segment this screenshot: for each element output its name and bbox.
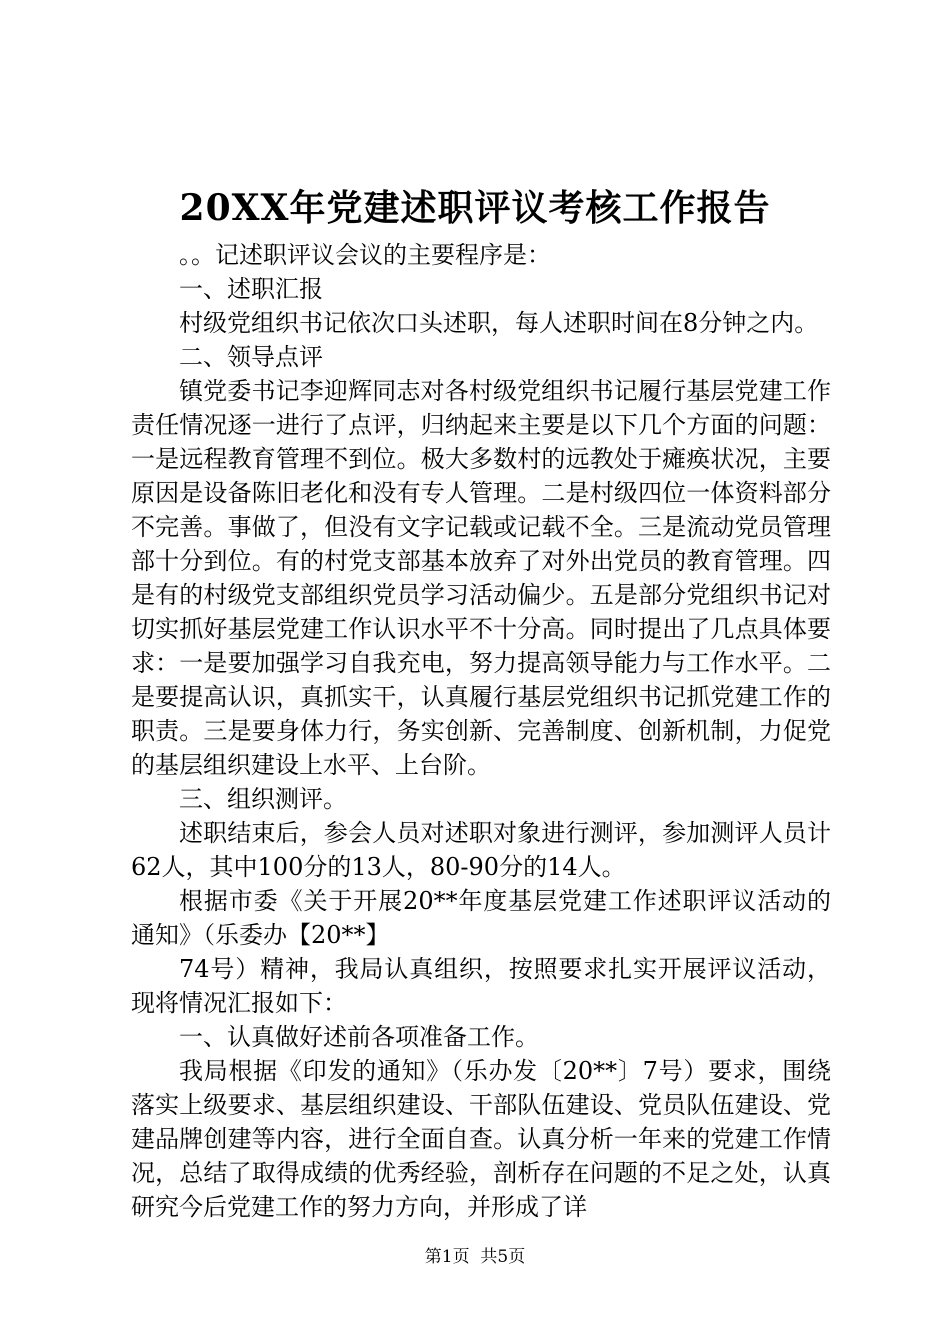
document-body — [131, 238, 831, 1224]
page-title: 20XX年党建述职评议考核工作报告 — [179, 187, 771, 229]
paragraph-section-1: 村级党组织书记依次口头述职，每人述职时间在8分钟之内。 — [179, 309, 819, 337]
paragraph-section-2: 镇党委书记李迎辉同志对各村级党组织书记履行基层党建工作责任情况逐一进行了点评，归纳起来主要是以下几个方面的问题：一是远程教育管理不到位。极大多数村的远教处于瘫痪状况，主要原因是设备陈旧老化和没有专人管理。二是村级四位一体资料部分不完善。事做了，但没有文字记载或记载不全。三是流动党员管理部十分到位。有的村党支部基本放弃了对外出党员的教育管理。四是有的村级党支部组织党员学习活动偏少。五是部分党组织书记对切实抓好基层党建工作认识水平不十分高。同时提出了几点具体要求：一是要加强学习自我充电，努力提高领导能力与工作水平。二是要提高认识，真抓实干，认真履行基层党组织书记抓党建工作的职责。三是要身体力行，务实创新、完善制度、创新机制，力促党的基层组织建设上水平、上台阶。 — [131, 377, 831, 779]
page-footer — [0, 1245, 950, 1269]
paragraph-section-3: 述职结束后，参会人员对述职对象进行测评，参加测评人员计62人，其中100分的13人，80-90分的14人。 — [131, 819, 831, 881]
heading-section-3: 三、组织测评。 — [179, 785, 347, 813]
paragraph-notice: 根据市委《关于开展20**年度基层党建工作述职评议活动的通知》（乐委办【20**】 — [131, 887, 831, 949]
heading-section-2: 二、领导点评 — [179, 343, 323, 371]
page-number: 第1页 — [424, 1247, 470, 1267]
page-total: 共5页 — [480, 1247, 526, 1267]
heading-section-1: 一、述职汇报 — [179, 275, 323, 303]
paragraph-intro: 。。记述职评议会议的主要程序是： — [179, 241, 551, 269]
heading-preparation: 一、认真做好述前各项准备工作。 — [179, 1023, 539, 1051]
paragraph-preparation: 我局根据《印发的通知》（乐办发〔20**〕7号）要求，围绕落实上级要求、基层组织建设、干部队伍建设、党员队伍建设、党建品牌创建等内容，进行全面自查。认真分析一年来的党建工作情况，总结了取得成绩的优秀经验，剖析存在问题的不足之处，认真研究今后党建工作的努力方向，并形成了详 — [131, 1057, 831, 1221]
paragraph-report: 74号）精神，我局认真组织，按照要求扎实开展评议活动，现将情况汇报如下： — [131, 955, 831, 1017]
